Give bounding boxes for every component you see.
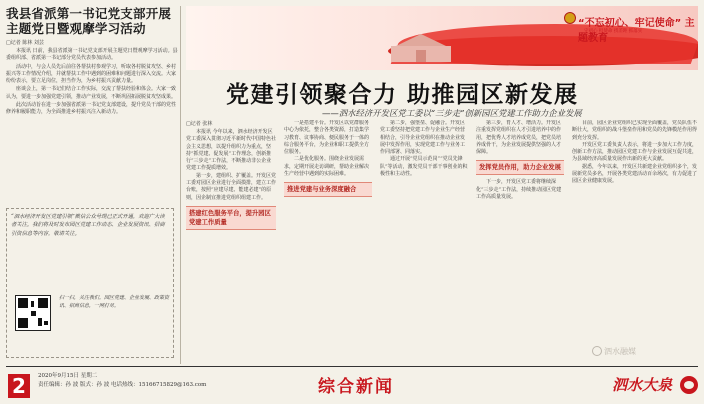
tiananmen-icon [386, 24, 456, 64]
qr-code-icon[interactable] [15, 295, 51, 331]
qr-caption: 扫一扫，关注我们。园区党建、企业发展、政策资讯、招商信息，一网打尽。 [59, 295, 170, 309]
main-subheadline: ——泗水经济开发区党工委以“三步走”创新园区党建工作助力企业发展 [322, 108, 582, 118]
main-headline: 党建引领聚合力 助推园区新发展 [226, 82, 579, 108]
main-article-byline: □记者 张林 [186, 121, 213, 127]
watermark-icon [592, 346, 602, 356]
article-column-3 [380, 120, 468, 358]
article-paragraph: 通过开展“党员示范岗”“党员先锋队”等活动，激发党员干部干事创业的积极性和主动性。 [380, 156, 468, 178]
left-paragraph: 座谈会上，第一书记们结合工作实际，交流了帮扶经验和体会。大家一致认为，要进一步加强党建引领，推动产业发展，不断巩固拓展脱贫攻坚成果。 [6, 86, 177, 100]
footer-info [38, 372, 206, 390]
notice-box [6, 208, 174, 358]
article-paragraph: 第一步，建组织、扩覆盖。开发区党工委对园区企业进行全面摸排，建立工作台账，按照“应建尽建、能建必建”的原则，因企制宜推进党组织组建工作。 [186, 172, 276, 201]
section-title: 综合新闻 [318, 377, 394, 397]
article-column-5 [572, 120, 698, 358]
section-heading-box: 搭建红色服务平台，提升园区党建工作质量 [186, 206, 276, 230]
article-paragraph: 二是优化服务。围绕企业发展需求，定期开展走访调研，帮助企业解决生产经营中遇到的实际困难。 [284, 156, 370, 178]
banner-subtitle: 守初心 担使命 找差距 抓落实 [584, 29, 643, 34]
left-article-title-line2: 主题党日暨观摩学习活动 [6, 21, 146, 36]
left-paragraph: 本报讯 日前，我县省派第一书记党支部开展主题党日暨观摩学习活动。县委组织部、省派第一书记部分党员代表参加活动。 [6, 48, 178, 62]
newspaper-logo-icon [680, 376, 698, 394]
banner-slogan: “不忘初心、牢记使命” 主题教育 [578, 18, 695, 44]
article-column-2 [284, 120, 372, 358]
left-paragraph: 此次活动旨在进一步加强省派第一书记党支部建设，提升党员干部的党性修养和履职能力，为全面推进乡村振兴注入新动力。 [6, 102, 177, 116]
footer-rule [6, 366, 698, 367]
article-paragraph: 本报讯 今年以来，泗水经济开发区党工委深入贯彻习近平新时代中国特色社会主义思想，以提升组织力为重点，坚持“抓党建、促发展”工作理念，创新推行“三步走”工作法，不断推动非公企业党建工作提质增效。 [186, 129, 276, 172]
section-heading-box: 发挥党员作用，助力企业发展 [476, 160, 564, 175]
theme-banner [186, 6, 698, 70]
article-paragraph: 据悉，今年以来，开发区共新建企业党组织多个，发展新党员多名，开展各类党建活动百余场次，有力促进了园区企业健康发展。 [572, 163, 698, 185]
article-paragraph: 开发区党工委负责人表示，将进一步加大工作力度，创新工作方法，推动园区党建工作与企业发展互促共进，为县域经济高质量发展作出新的更大贡献。 [572, 141, 698, 163]
article-paragraph: 目前，园区企业党组织已实现全面覆盖，党员队伍不断壮大，党组织的战斗堡垒作用和党员的先锋模范作用得到充分发挥。 [572, 120, 698, 141]
article-paragraph: 第三步，育人才、增活力。开发区注重发挥党组织在人才引进培养中的作用，把优秀人才培养成党员，把党员培养成骨干，为企业发展提供坚强的人才保障。 [476, 120, 562, 156]
article-paragraph: 下一步，开发区党工委将继续深化“三步走”工作法，持续推动园区党建工作高质量发展。 [476, 179, 562, 201]
notice-text: “泗水经济开发区党建引领”微信公众号现已正式开通，欢迎广大读者关注。我们将及时发布园区党建工作动态、企业发展资讯、招商引资信息等内容，敬请关注。 [11, 214, 165, 237]
party-emblem-icon [564, 12, 576, 24]
page-footer [0, 366, 704, 404]
article-paragraph: 第二步，强堡垒、促融合。开发区党工委坚持把党建工作与企业生产经营相结合，引导企业党组织在推动企业发展中发挥作用，实现党建工作与业务工作同部署、同落实。 [380, 120, 466, 156]
left-article-byline: □记者 陈林 刘芸 [6, 40, 44, 46]
watermark: 泗水融媒 [604, 347, 636, 356]
article-column-1 [186, 120, 276, 358]
column-divider [180, 6, 181, 364]
footer-date: 2020年9月15日 星期二 [38, 373, 98, 379]
left-article-title-line1: 我县省派第一书记党支部开展 [6, 6, 172, 21]
footer-editors: 责任编辑：孙 波 版式：孙 波 电话热线：15166715829@163.com [38, 382, 207, 388]
left-paragraph: 活动中，与会人员先后前往各帮扶村参观学习，听取各村脱贫攻坚、乡村振兴等工作情况介绍，并就帮扶工作中遇到的困难和问题进行深入交流。大家纷纷表示，要立足岗位，担当作为，为乡村振兴贡献力量。 [6, 63, 177, 85]
section-heading-box: 推进党建与业务深度融合 [284, 182, 372, 197]
newspaper-brand: 泗水大泉 [612, 376, 673, 394]
article-column-4 [476, 120, 564, 358]
left-article-body [6, 48, 180, 117]
article-paragraph: 一是搭建平台。开发区以党群服务中心为依托，整合各类资源，打造集学习教育、议事协商、便民服务于一体的综合服务平台，为企业和职工提供全方位服务。 [284, 120, 370, 156]
page-number: 2 [8, 374, 30, 398]
